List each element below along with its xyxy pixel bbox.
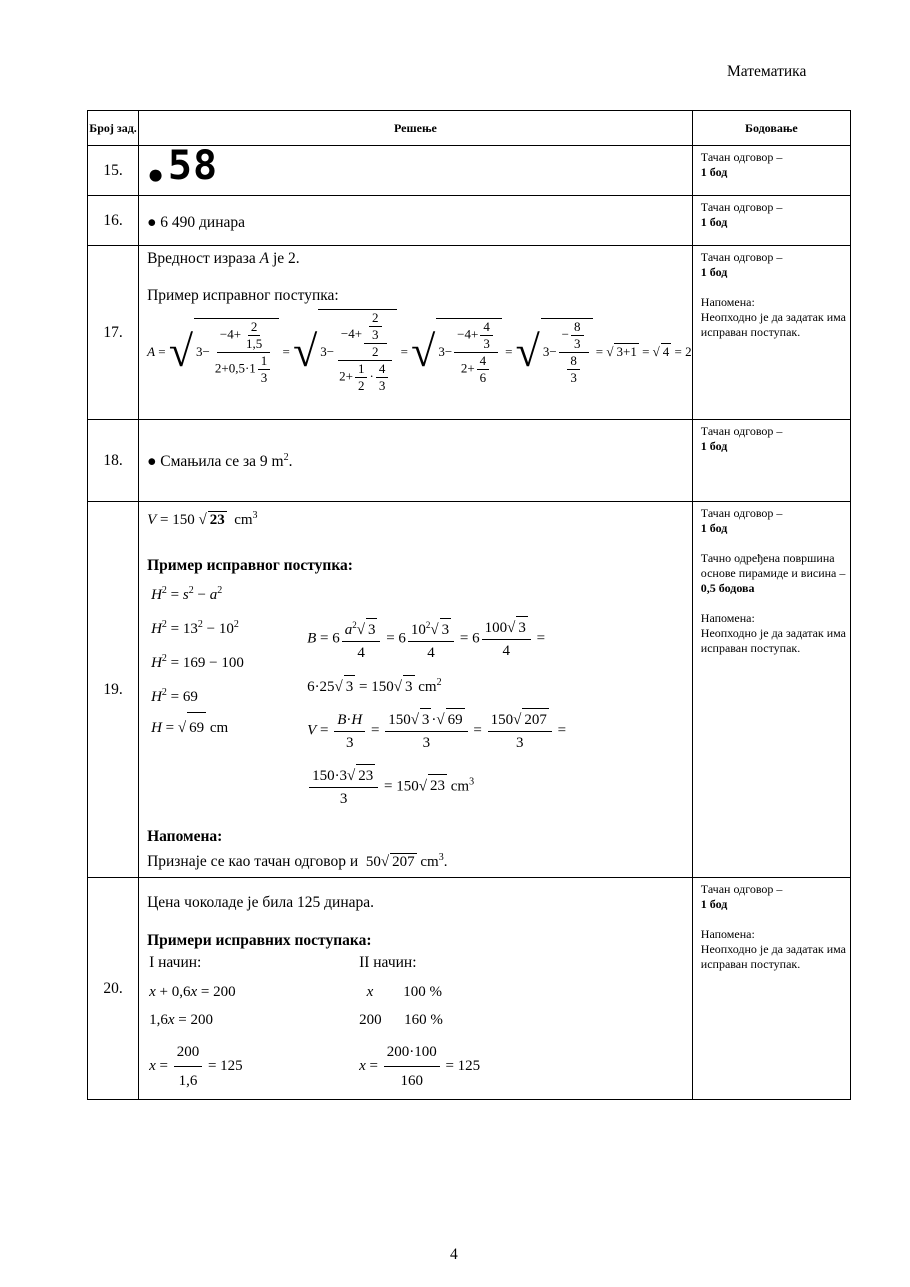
volume-derivation: B = 6 $\frac{a^2√ 3}{4}$ = 6 $\frac{10^2√ 3}{4}$ = 6 $\frac{100√ 3}{4}$ = 6·25√ 3 = 150√ 3 $cm^2$ V = $\frac{B\cdot H}{3}$ = $\frac{150√ 3 \cdot√ 69}{3}$ = $\frac{150√ 207}{3}$ = $\frac{150\cdot 3√ 23}{3}$ = 150√ 23 $cm^3$ [307, 614, 566, 810]
task-number: 18. [88, 420, 139, 502]
points-label: Тачан одговор – [700, 882, 783, 896]
answer-text: Цена чоколаде је била 125 динара. [147, 894, 374, 911]
note-text: Неопходно је да задатак има исправан поступак. [700, 310, 847, 339]
page-number: 4 [450, 1246, 458, 1263]
method-1-label: I начин: [149, 954, 202, 971]
task-number: 17. [88, 246, 139, 420]
height-derivation: $H^2 = s^2 - a^2$ $H^2 = 13^2 - 10^2$ $H^2 = 169 - 100$ $H^2 = 69$ H = √ 69 cm [151, 576, 244, 743]
points-label: Тачан одговор – [700, 150, 783, 164]
points-cell [692, 146, 850, 196]
procedure-label: Пример исправног поступка: [147, 557, 353, 574]
method-2-label: II начин: [359, 954, 417, 971]
procedure-label: Пример исправног поступка: [147, 287, 339, 304]
solution-cell [139, 420, 693, 502]
points-label: Тачан одговор – [700, 250, 783, 264]
answer-text: Вредност израза A је 2. [147, 250, 300, 267]
table-row-20 [88, 878, 851, 1100]
task-number: 16. [88, 196, 139, 246]
table-row-16 [88, 196, 851, 246]
task-number: 15. [88, 146, 139, 196]
solution-cell [139, 878, 693, 1100]
points-value: 1 бод [700, 215, 728, 229]
method-2-steps: x 100 % 200 160 % x = $\frac{200\cdot 100}{160}$ = 125 [359, 984, 481, 1089]
points-cell [692, 878, 850, 1100]
solution-cell [139, 196, 693, 246]
answer-key-table [87, 110, 851, 1100]
points-value: 1 бод [700, 521, 728, 535]
note-text: Неопходно је да задатак има исправан поступак. [700, 942, 847, 971]
points-cell [692, 246, 850, 420]
points-value: 1 бод [700, 165, 728, 179]
note-label: Напомена: [700, 927, 755, 941]
solution-cell [139, 142, 693, 196]
note-title: Напомена: [147, 828, 223, 845]
table-row-19 [88, 502, 851, 878]
digital-answer: 58 [167, 142, 219, 189]
header-subject: Математика [727, 63, 807, 80]
procedure-label: Примери исправних поступака: [147, 932, 372, 949]
table-row-15 [88, 146, 851, 196]
note-label: Напомена: [700, 611, 755, 625]
points-value: 1 бод [700, 439, 728, 453]
partial-points-text: Тачно одређена површина основе пирамиде и висина – [700, 551, 846, 580]
formula-17: A = √ 3− −4+ $\frac{2}{1,5}$ 2+0,5·1 $\frac{1}{3}$ = √ 3− −4+ $\frac{\frac{2}{3}}{2}$ 2+ $\frac{1}{2}$ · $\frac{4}{3}$ = √ 3− −4+ $\frac{4}{3}$ 2+ $\frac{4}{6}$ = √ 3− − $\frac{8}{3}$ $\frac{8}{3}$ = √ 3+1 = √ 4 = 2 [147, 310, 692, 393]
points-label: Тачан одговор – [700, 506, 783, 520]
solution-cell [139, 502, 693, 878]
column-header-number: Број зад. [88, 111, 139, 146]
answer-text: ● Смањила се за 9 $m^2$. [147, 451, 293, 471]
points-value: 1 бод [700, 265, 728, 279]
points-cell [692, 502, 850, 878]
task-number: 19. [88, 502, 139, 878]
column-header-points: Бодовање [692, 111, 850, 146]
answer-formula: V = 150 √ 23 $cm^3$ [147, 510, 258, 528]
table-header-row [88, 111, 851, 146]
bullet-icon: ● [147, 159, 164, 191]
answer-text: ● 6 490 динара [147, 213, 246, 231]
note-label: Напомена: [700, 295, 755, 309]
note-text: Неопходно је да задатак има исправан поступак. [700, 626, 847, 655]
table-row-18 [88, 420, 851, 502]
points-cell [692, 420, 850, 502]
note-text: Признаје се као тачан одговор и 50√ 207 $cm^3$. [147, 852, 448, 870]
partial-points-value: 0,5 бодова [700, 581, 755, 595]
table-row-17 [88, 246, 851, 420]
points-label: Тачан одговор – [700, 424, 783, 438]
column-header-solution: Решење [139, 111, 693, 146]
points-label: Тачан одговор – [700, 200, 783, 214]
task-number: 20. [88, 878, 139, 1100]
points-cell [692, 196, 850, 246]
method-1-steps: x + 0,6x = 200 1,6x = 200 x = $\frac{200}{1,6}$ = 125 [149, 984, 243, 1089]
points-value: 1 бод [700, 897, 728, 911]
solution-cell [139, 246, 693, 420]
